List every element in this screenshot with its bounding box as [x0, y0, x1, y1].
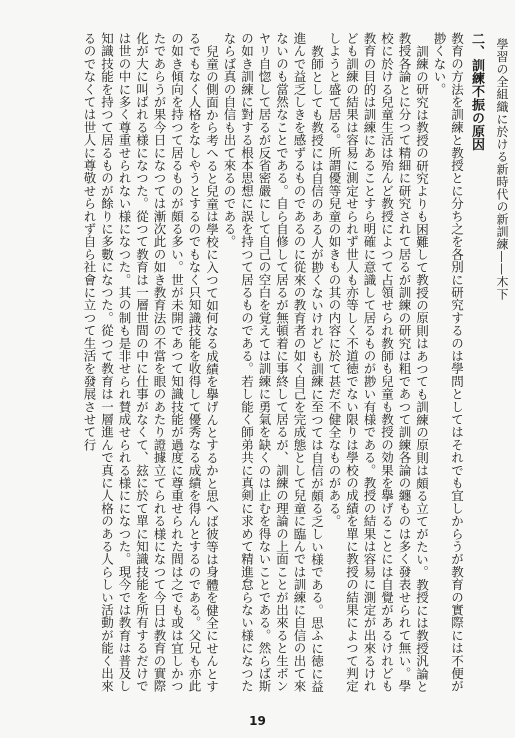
body-text — [9, 32, 485, 700]
section-opening: 教育の方法を訓練と教授とに分ち之を各別に研究するのは學問としてはそれでも宜しからうが教育の實際には不便が尠くない。 — [432, 32, 465, 693]
paragraph-2: 教師としても教授には自信のある人が尠くないけれども訓練に至つては自信が頗る乏しい様である。思ふに徳に益進んで益乏しきを感ずるものであるのに從來の教育者の如く自己を完成態として兒童に臨んでは訓練に自信の出て來ないのも當然なことである。自ら自修して居るが無頓着に事終して居るが、訓練の理論の上面ことが出來ると生ボンヤリ自惚して居るが反省密嚴にして自己の空白を覚えては訓練に勇氣を缺くのは止むを得ないことである。然らば斯の如き訓練に對する根本思想に誤を持つて居るものである。若し能く師弟共に真剣に求めて精進怠らない様になつたならば真の自信も出て來るのである。 — [222, 32, 325, 693]
paragraph-3: 兒童の側面から考へると兒童は學校に入つて如何なる成績を擧げんとするかと思へば彼等は身體を健全にせんとするでもなく人格をなしやうとするのでもなく只知識技能を收得して優秀なる成績を得んとするのである。父兄も亦此の如き傾向を持つて居るものが頗る多い。世が未開であつて知識技能が過度に尊重せられた間は之でも或は宜しかつたであらうが果今日になつては漸次此の如き教育法の不當を眼のあたり證據立てられる様になつて今日は教育の實際化が大に叫ばれる様になつた。從つて教育は一層世間の中に仕事がなくて、玆に於て單に知識技能を所有するだけでは世の中に多く尊重せられない様になつた。其の制も是非せられ賛成せられる様にになつた。現今では教育は普及し知識技能を持つて居るものが餘りに多數になつた。從つて教育は一層進んで真に人格のある人らしい活動が能く出來るのでなくては世人に尊敬せられず自ら社會に立つて生活を發展させて行 — [82, 32, 220, 693]
paragraph-1: 訓練の研究は教授の研究よりも困難して教授の原則はあつても訓練の原則は頗る立てがたい。教授には教授汎論と教授各論とに分つて精細に研究されて居るが訓練の研究は粗であつて訓練各論の纏ものは多く發表せられて無い。學校に於ける兒童生活は殆んど教授によつて占領せられ教師も兒童も教授の効果を擧げることには自覺があるけれども教育の目的は訓練にあることすら明確に意識して居るものが尠い有様である。教授の結果は容易に測定が出來るけれども訓練の結果は容易に測定せられず世人も亦等しく不道徳でない限りは學校の成績を單に教授の結果によつて判定しようと盛て居る。所謂優等兒童の如きもの其の内容に於て甚だ不健全なものがある。 — [327, 32, 430, 693]
running-header: 學習の全組織に於ける新時代の新訓練——木下 — [495, 38, 509, 301]
page-number: 19 — [249, 714, 266, 728]
section-title: 二、訓練不振の原因 — [469, 32, 484, 151]
